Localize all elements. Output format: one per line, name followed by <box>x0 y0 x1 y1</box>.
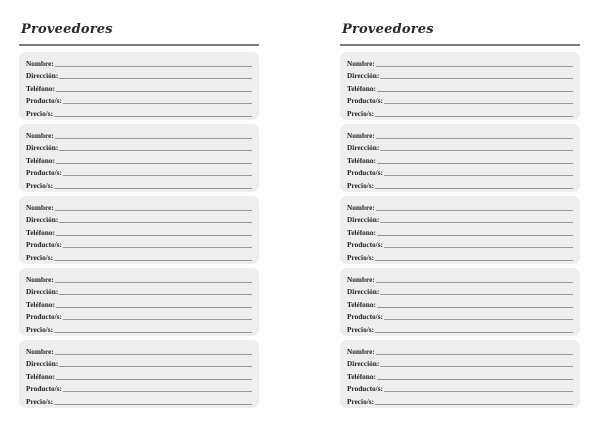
field-write-line[interactable] <box>380 78 573 79</box>
field-write-line[interactable] <box>380 222 573 223</box>
field-label: Producto/s: <box>26 384 62 394</box>
field-row-direccion <box>26 212 252 225</box>
title-divider <box>19 44 259 46</box>
field-row-telefono <box>347 296 573 309</box>
field-label: Precio/s: <box>347 252 375 262</box>
field-label: Precio/s: <box>347 324 375 334</box>
field-write-line[interactable] <box>59 150 252 151</box>
field-label: Producto/s: <box>347 96 383 106</box>
field-write-line[interactable] <box>384 319 573 320</box>
supplier-card <box>19 340 259 408</box>
field-row-productos <box>26 93 252 106</box>
supplier-card <box>19 196 259 264</box>
supplier-card <box>340 268 580 336</box>
field-label: Nombre: <box>26 130 54 140</box>
field-row-nombre <box>26 343 252 356</box>
field-label: Teléfono: <box>347 155 376 165</box>
field-row-precios <box>347 105 573 118</box>
field-row-nombre <box>347 127 573 140</box>
field-write-line[interactable] <box>375 188 573 189</box>
field-write-line[interactable] <box>54 404 252 405</box>
field-row-direccion <box>347 284 573 297</box>
field-row-nombre <box>347 343 573 356</box>
field-label: Producto/s: <box>26 96 62 106</box>
field-row-nombre <box>26 271 252 284</box>
field-label: Nombre: <box>347 346 375 356</box>
page-title: Proveedores <box>21 22 113 37</box>
field-label: Producto/s: <box>26 312 62 322</box>
field-write-line[interactable] <box>63 247 252 248</box>
field-label: Teléfono: <box>347 227 376 237</box>
field-label: Precio/s: <box>347 180 375 190</box>
field-label: Teléfono: <box>26 299 55 309</box>
field-label: Dirección: <box>26 143 59 153</box>
field-row-productos <box>347 237 573 250</box>
field-write-line[interactable] <box>384 247 573 248</box>
field-label: Dirección: <box>26 287 59 297</box>
supplier-card <box>19 124 259 192</box>
field-row-telefono <box>347 152 573 165</box>
page-title: Proveedores <box>342 22 434 37</box>
field-write-line[interactable] <box>376 354 573 355</box>
field-label: Producto/s: <box>26 240 62 250</box>
field-row-nombre <box>26 55 252 68</box>
field-row-direccion <box>347 68 573 81</box>
field-label: Teléfono: <box>26 371 55 381</box>
field-label: Nombre: <box>347 274 375 284</box>
supplier-card <box>340 340 580 408</box>
field-label: Teléfono: <box>26 83 55 93</box>
field-write-line[interactable] <box>63 175 252 176</box>
field-label: Teléfono: <box>347 83 376 93</box>
field-label: Producto/s: <box>347 384 383 394</box>
field-row-nombre <box>26 199 252 212</box>
field-write-line[interactable] <box>59 366 252 367</box>
field-row-precios <box>26 177 252 190</box>
field-row-productos <box>26 165 252 178</box>
field-write-line[interactable] <box>376 282 573 283</box>
field-write-line[interactable] <box>54 332 252 333</box>
field-write-line[interactable] <box>377 307 573 308</box>
field-label: Dirección: <box>26 359 59 369</box>
field-write-line[interactable] <box>56 163 252 164</box>
supplier-card <box>340 124 580 192</box>
field-row-direccion <box>26 284 252 297</box>
field-row-precios <box>26 249 252 262</box>
field-row-precios <box>26 393 252 406</box>
field-label: Producto/s: <box>347 240 383 250</box>
field-row-productos <box>26 309 252 322</box>
field-row-direccion <box>26 68 252 81</box>
title-divider <box>340 44 580 46</box>
field-row-direccion <box>347 140 573 153</box>
field-label: Dirección: <box>26 215 59 225</box>
field-write-line[interactable] <box>63 103 252 104</box>
field-row-precios <box>26 105 252 118</box>
field-write-line[interactable] <box>55 210 252 211</box>
field-label: Precio/s: <box>347 108 375 118</box>
field-write-line[interactable] <box>56 379 252 380</box>
field-row-direccion <box>347 212 573 225</box>
supplier-card <box>340 52 580 120</box>
field-write-line[interactable] <box>376 66 573 67</box>
field-row-productos <box>347 165 573 178</box>
field-row-direccion <box>26 356 252 369</box>
field-row-telefono <box>347 80 573 93</box>
field-row-precios <box>347 177 573 190</box>
field-write-line[interactable] <box>56 307 252 308</box>
field-write-line[interactable] <box>56 235 252 236</box>
field-write-line[interactable] <box>59 78 252 79</box>
field-write-line[interactable] <box>59 222 252 223</box>
field-row-nombre <box>26 127 252 140</box>
field-label: Teléfono: <box>26 227 55 237</box>
field-write-line[interactable] <box>377 235 573 236</box>
field-write-line[interactable] <box>384 391 573 392</box>
field-label: Dirección: <box>347 143 380 153</box>
field-row-direccion <box>347 356 573 369</box>
field-row-productos <box>26 237 252 250</box>
left-page <box>19 0 259 426</box>
field-label: Teléfono: <box>26 155 55 165</box>
field-write-line[interactable] <box>59 294 252 295</box>
field-label: Nombre: <box>347 58 375 68</box>
field-row-telefono <box>347 368 573 381</box>
field-row-productos <box>347 309 573 322</box>
field-write-line[interactable] <box>375 332 573 333</box>
field-write-line[interactable] <box>380 150 573 151</box>
field-row-precios <box>26 321 252 334</box>
field-write-line[interactable] <box>55 282 252 283</box>
field-label: Producto/s: <box>347 312 383 322</box>
field-row-productos <box>347 381 573 394</box>
field-label: Nombre: <box>26 202 54 212</box>
field-label: Precio/s: <box>347 396 375 406</box>
field-label: Nombre: <box>26 346 54 356</box>
field-label: Nombre: <box>347 202 375 212</box>
field-write-line[interactable] <box>377 163 573 164</box>
field-write-line[interactable] <box>376 138 573 139</box>
field-label: Dirección: <box>347 215 380 225</box>
field-row-telefono <box>26 224 252 237</box>
right-page <box>340 0 580 426</box>
field-write-line[interactable] <box>54 260 252 261</box>
field-row-telefono <box>26 80 252 93</box>
field-label: Producto/s: <box>347 168 383 178</box>
field-write-line[interactable] <box>54 116 252 117</box>
supplier-card-list <box>19 52 259 412</box>
field-write-line[interactable] <box>56 91 252 92</box>
supplier-card <box>19 268 259 336</box>
field-row-direccion <box>26 140 252 153</box>
field-write-line[interactable] <box>55 66 252 67</box>
field-row-productos <box>26 381 252 394</box>
field-label: Producto/s: <box>26 168 62 178</box>
field-row-precios <box>347 321 573 334</box>
field-label: Dirección: <box>347 359 380 369</box>
field-label: Precio/s: <box>26 180 54 190</box>
field-row-productos <box>347 93 573 106</box>
field-row-nombre <box>347 55 573 68</box>
field-write-line[interactable] <box>55 138 252 139</box>
field-row-telefono <box>26 296 252 309</box>
field-write-line[interactable] <box>380 366 573 367</box>
field-label: Dirección: <box>347 287 380 297</box>
field-row-nombre <box>347 199 573 212</box>
field-label: Nombre: <box>26 58 54 68</box>
field-label: Teléfono: <box>347 371 376 381</box>
field-write-line[interactable] <box>380 294 573 295</box>
field-write-line[interactable] <box>375 404 573 405</box>
field-write-line[interactable] <box>375 116 573 117</box>
field-row-telefono <box>26 152 252 165</box>
field-row-nombre <box>347 271 573 284</box>
field-write-line[interactable] <box>54 188 252 189</box>
field-write-line[interactable] <box>376 210 573 211</box>
field-label: Precio/s: <box>26 252 54 262</box>
field-row-precios <box>347 393 573 406</box>
field-row-precios <box>347 249 573 262</box>
field-label: Nombre: <box>347 130 375 140</box>
field-label: Dirección: <box>347 71 380 81</box>
supplier-card <box>340 196 580 264</box>
field-write-line[interactable] <box>375 260 573 261</box>
field-write-line[interactable] <box>63 319 252 320</box>
field-label: Dirección: <box>26 71 59 81</box>
field-write-line[interactable] <box>63 391 252 392</box>
field-label: Nombre: <box>26 274 54 284</box>
field-label: Teléfono: <box>347 299 376 309</box>
field-row-telefono <box>347 224 573 237</box>
field-write-line[interactable] <box>377 379 573 380</box>
field-write-line[interactable] <box>384 175 573 176</box>
field-label: Precio/s: <box>26 396 54 406</box>
field-row-telefono <box>26 368 252 381</box>
supplier-card <box>19 52 259 120</box>
field-write-line[interactable] <box>377 91 573 92</box>
supplier-card-list <box>340 52 580 412</box>
field-label: Precio/s: <box>26 324 54 334</box>
field-write-line[interactable] <box>384 103 573 104</box>
field-write-line[interactable] <box>55 354 252 355</box>
field-label: Precio/s: <box>26 108 54 118</box>
